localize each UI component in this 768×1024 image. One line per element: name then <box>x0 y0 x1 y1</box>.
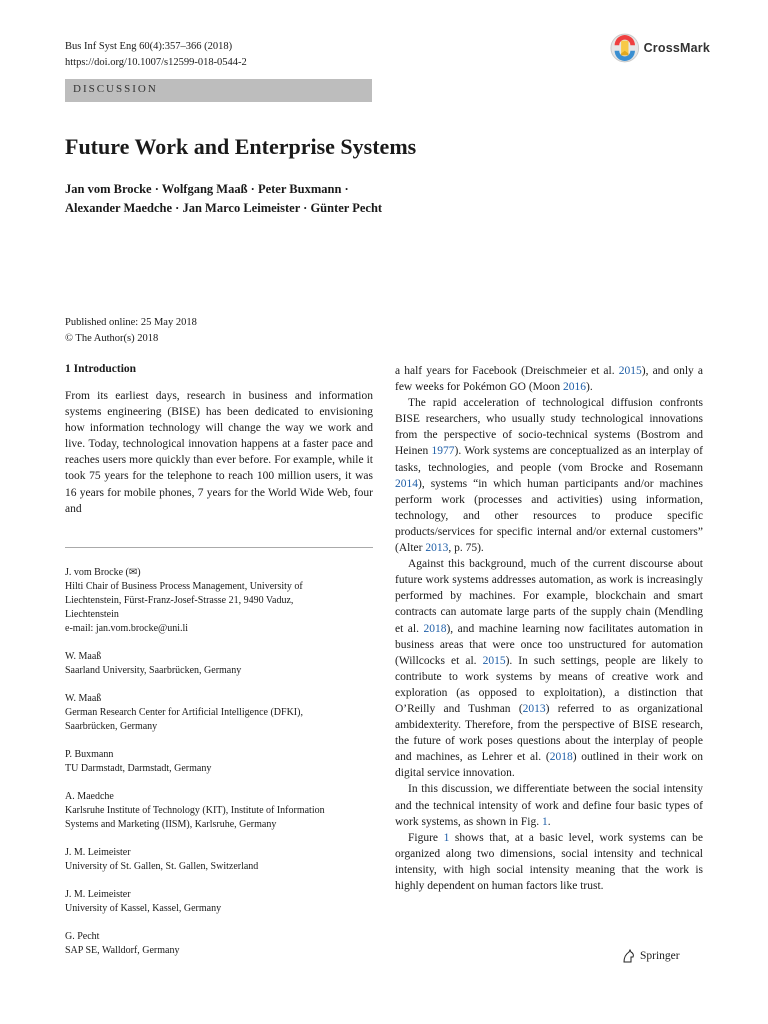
text: Figure <box>408 831 444 844</box>
text: Against this background, much of the current discourse about future work systems addresses automation, as work is increasingly performed by machines. For example, blockchain and smart contracts can automate large parts of the supply chain (Mendling et al. <box>395 558 703 635</box>
copyright-line: © The Author(s) 2018 <box>65 333 159 344</box>
affiliation-author: A. Maedche <box>65 791 114 802</box>
affiliation-line: Karlsruhe Institute of Technology (KIT), Institute of Information <box>65 805 325 816</box>
springer-horse-icon <box>621 948 637 964</box>
figure-link[interactable]: 1 <box>443 831 450 844</box>
text: ). <box>586 381 593 394</box>
affiliation-line: Hilti Chair of Business Process Management, University of <box>65 581 303 592</box>
affiliation-entry <box>65 748 375 776</box>
text: ) referred to as organizational ambidexterity. Therefore, from the perspective of BISE research, the future of work poses questions about the interplay of people and machines, as Lehrer et al. ( <box>395 702 703 764</box>
text: The rapid acceleration of technological diffusion confronts BISE researchers, who usually study technological innovations from the perspective of socio-technical systems (Bostrom and Heinen <box>395 397 703 458</box>
affiliation-author: J. vom Brocke (✉) <box>65 567 141 578</box>
paragraph <box>395 363 703 395</box>
affiliation-line: SAP SE, Walldorf, Germany <box>65 945 180 956</box>
footnote-divider <box>65 547 373 548</box>
crossmark-label: CrossMark <box>643 41 710 55</box>
affiliation-author: J. M. Leimeister <box>65 847 131 858</box>
affiliation-author: W. Maaß <box>65 693 102 704</box>
paragraph <box>395 781 703 829</box>
crossmark-badge[interactable] <box>610 30 710 66</box>
text: ), and only a few weeks for Pokémon GO (Moon <box>395 365 704 394</box>
journal-citation: Bus Inf Syst Eng 60(4):357–366 (2018) <box>65 41 233 52</box>
paragraph <box>395 395 703 556</box>
affiliation-entry <box>65 692 375 734</box>
paragraph <box>395 830 703 894</box>
affiliations <box>65 566 375 972</box>
affiliation-line: Saarbrücken, Germany <box>65 721 158 732</box>
affiliation-entry <box>65 846 375 874</box>
citation-link[interactable]: 2015 <box>618 365 642 377</box>
affiliation-entry <box>65 650 375 678</box>
affiliation-entry <box>65 566 375 636</box>
text: ), and machine learning now facilitates automation in business areas that were once too unstructured for automation (Willcocks et al. <box>395 622 703 667</box>
affiliation-line: Saarland University, Saarbrücken, Germany <box>65 665 242 676</box>
affiliation-line: e-mail: jan.vom.brocke@uni.li <box>65 623 189 634</box>
affiliation-line: Liechtenstein, Fürst-Franz-Josef-Strasse 21, 9490 Vaduz, <box>65 595 294 606</box>
citation-link[interactable]: 2018 <box>549 751 573 764</box>
article-type: DISCUSSION <box>73 83 158 95</box>
article-type-banner <box>65 79 372 102</box>
affiliation-author: J. M. Leimeister <box>65 889 131 900</box>
doi-link[interactable]: https://doi.org/10.1007/s12599-018-0544-2 <box>65 57 247 68</box>
affiliation-author: W. Maaß <box>65 651 102 662</box>
section-heading: 1 Introduction <box>65 363 137 375</box>
publication-info <box>65 315 197 347</box>
affiliation-author: P. Buxmann <box>65 749 114 760</box>
citation-link[interactable]: 2016 <box>563 381 586 394</box>
citation-link[interactable]: 2018 <box>423 622 447 635</box>
text: ) outlined in their work on digital service innovation. <box>395 751 703 780</box>
affiliation-line: TU Darmstadt, Darmstadt, Germany <box>65 763 212 774</box>
affiliation-line: University of St. Gallen, St. Gallen, Switzerland <box>65 861 259 872</box>
publisher-logo <box>621 948 680 964</box>
affiliation-entry <box>65 888 375 916</box>
affiliation-entry <box>65 930 375 958</box>
journal-meta <box>65 39 247 71</box>
text: In this discussion, we differentiate between the social intensity and the technical intensity of work and define four basic types of work systems, as shown in Fig. <box>395 783 703 828</box>
citation-link[interactable]: 2013 <box>522 702 546 715</box>
publisher-name: Springer <box>640 950 680 962</box>
author-line-1: Jan vom Brocke · Wolfgang Maaß · Peter Buxmann · <box>65 182 349 196</box>
affiliation-author: G. Pecht <box>65 931 100 942</box>
affiliation-entry <box>65 790 375 832</box>
right-column <box>395 363 703 894</box>
citation-link[interactable]: 1977 <box>431 445 455 458</box>
affiliation-line: Systems and Marketing (IISM), Karlsruhe, Germany <box>65 819 277 830</box>
affiliation-line: German Research Center for Artificial Intelligence (DFKI), <box>65 707 303 718</box>
citation-link[interactable]: 2014 <box>395 477 418 490</box>
text: ). In such settings, people are likely to contribute to work systems by means of creative work and exploration (as opposed to exploitation), a distinction that O’Reilly and Tushman ( <box>395 654 703 715</box>
text: ), systems “in which human participants and/or machines perform work (processes and activities) using information, technology, and other resources to produce specific products/services for specific internal and/or external customers” (Alter <box>395 477 703 555</box>
text: , p. 75). <box>448 542 484 555</box>
author-list <box>65 180 465 218</box>
citation-link[interactable]: 2013 <box>425 542 449 555</box>
text: . <box>547 815 551 828</box>
article-title: Future Work and Enterprise Systems <box>65 134 417 159</box>
text: shows that, at a basic level, work systems can be organized along two dimensions, social intensity and technical intensity, with high social intensity meaning that the work is highly dependent on human factors like trust. <box>395 831 703 892</box>
citation-link[interactable]: 2015 <box>482 654 506 667</box>
text: ). Work systems are conceptualized as an interplay of tasks, technologies, and people (vom Brocke and Rosemann <box>395 445 703 474</box>
affiliation-line: Liechtenstein <box>65 609 119 620</box>
crossmark-icon <box>610 32 640 64</box>
text: a half years for Facebook (Dreischmeier et al. <box>395 365 619 377</box>
author-line-2: Alexander Maedche · Jan Marco Leimeister · Günter Pecht <box>65 201 383 215</box>
intro-paragraph: From its earliest days, research in business and information systems engineering (BISE) has been dedicated to envisioning how information technology will change the way we work and live. Today, technological innovation happens at a faster pace and reaches users more quickly than ever before. For example, while it took 75 years for the telephone to reach 100 million users, it was 16 years for mobile phones, 7 years for the World Wide Web, four and <box>65 390 373 515</box>
affiliation-line: University of Kassel, Kassel, Germany <box>65 903 222 914</box>
paragraph <box>395 556 703 781</box>
figure-link[interactable]: 1 <box>541 815 548 828</box>
left-column <box>65 363 373 517</box>
published-date: Published online: 25 May 2018 <box>65 317 197 328</box>
